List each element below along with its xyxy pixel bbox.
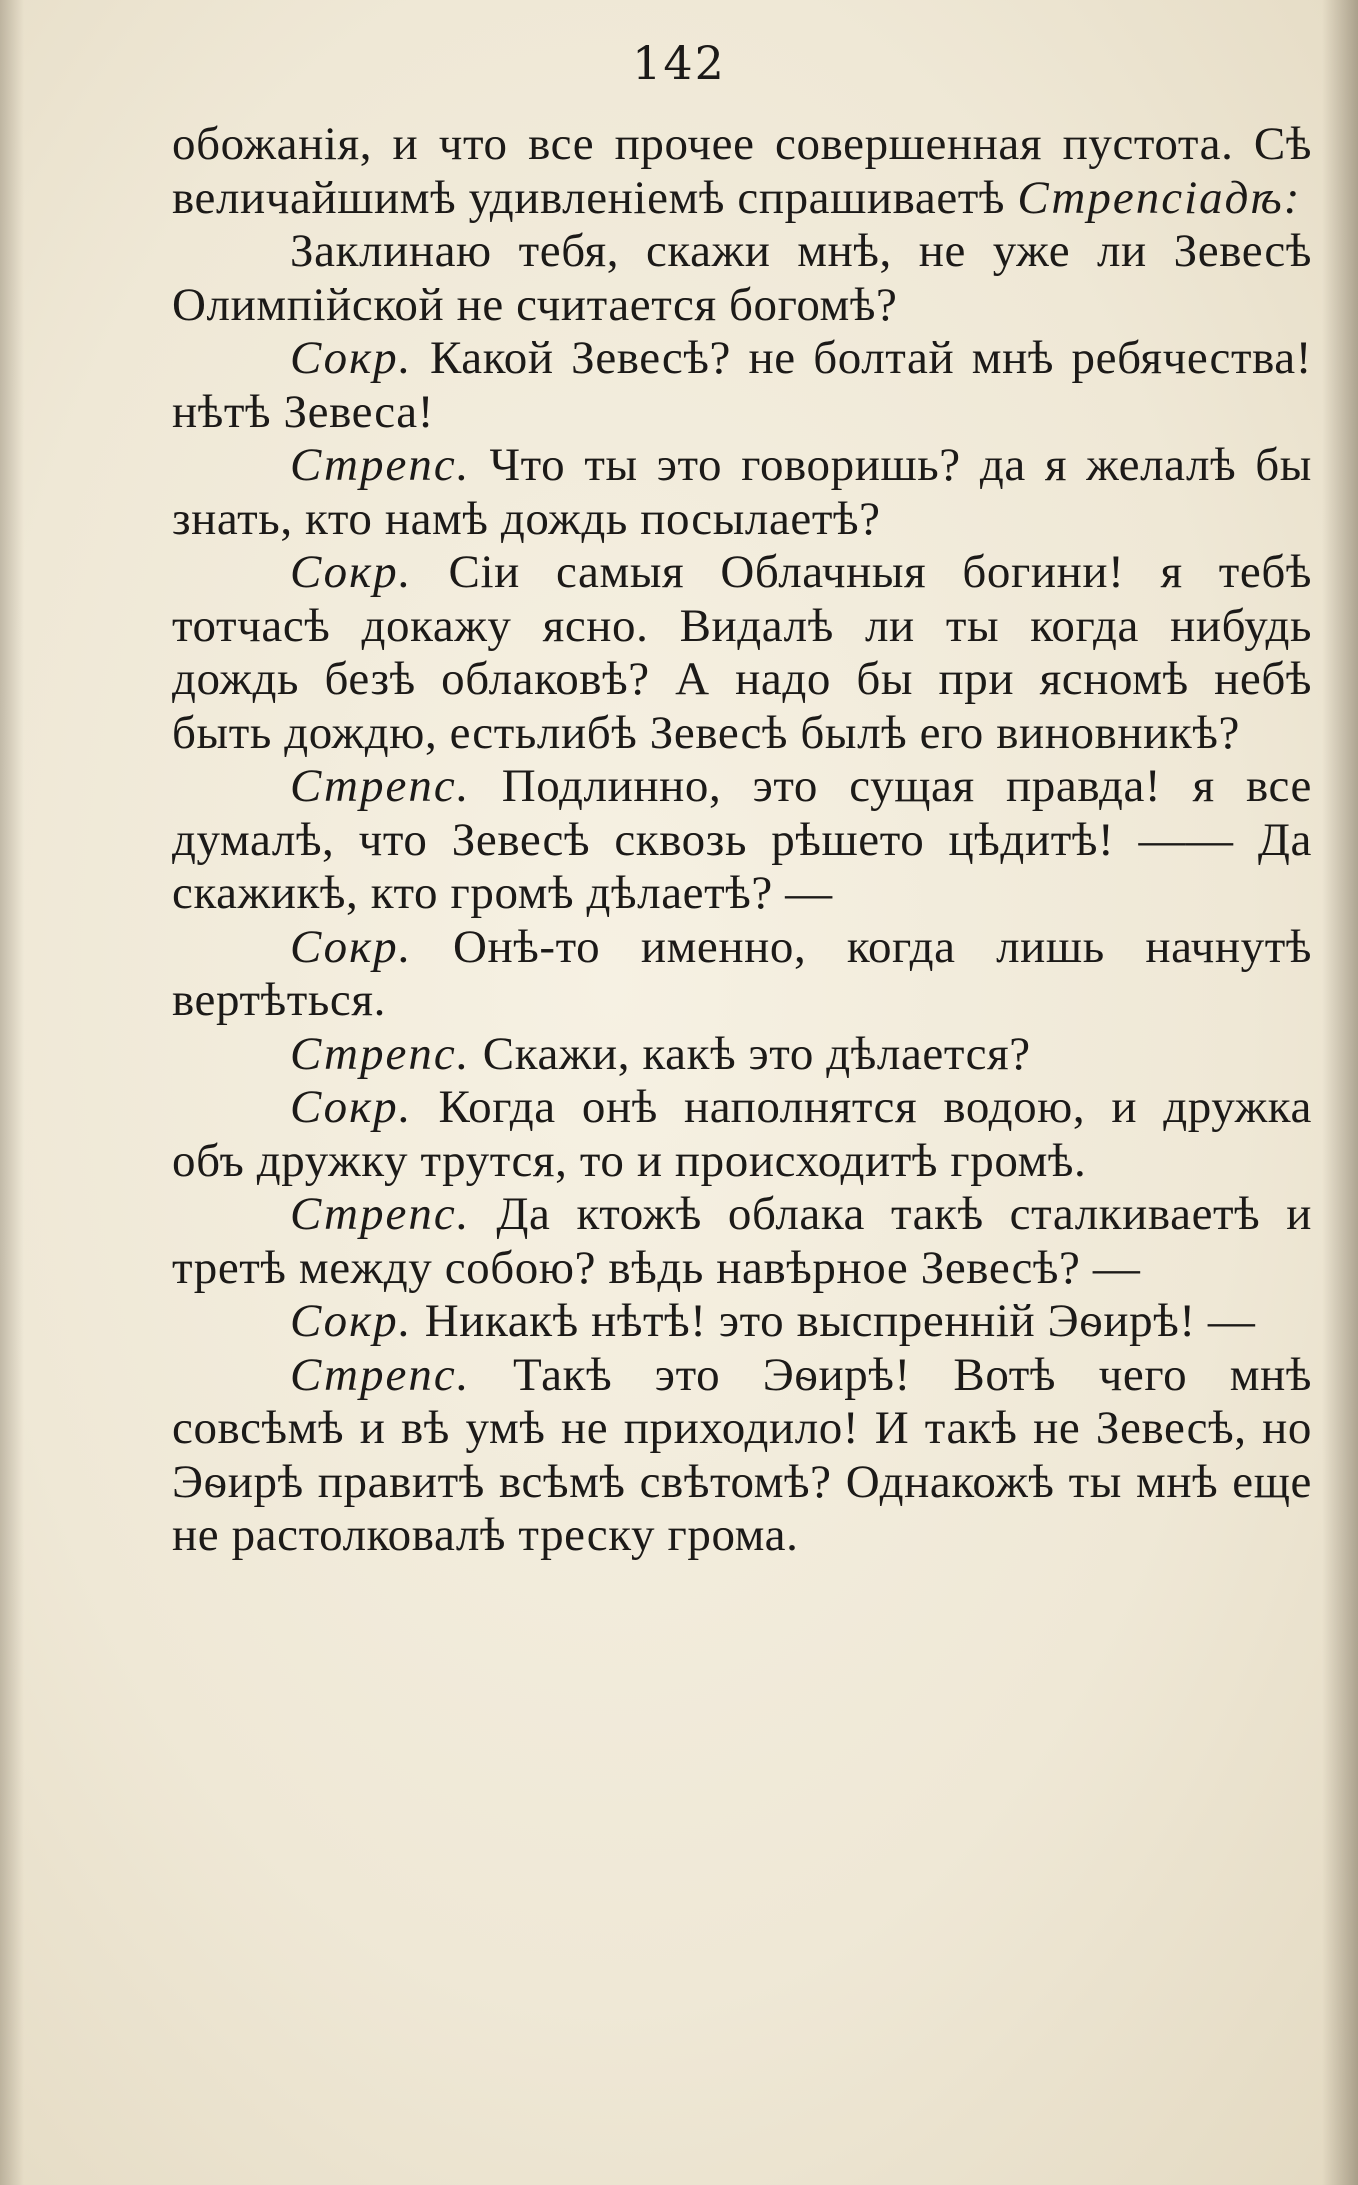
speaker-name: Стрепсіадѣ:	[1017, 171, 1302, 224]
paragraph-text: Сіи самыя Облачныя богини! я тебѣ тотчасѣ докажу ясно. Видалѣ ли ты когда нибудь дождь безѣ облаковѣ? А надо бы при ясномѣ небѣ быть дождю, естьлибѣ Зевесѣ былѣ его виновникѣ?	[172, 546, 1312, 759]
speaker-name: Стрепс.	[290, 439, 471, 491]
speaker-name: Стрепс.	[290, 1188, 471, 1240]
speaker-name: Стрепс.	[290, 1348, 471, 1401]
paragraph-text: Что ты это говоришь? да я желалѣ бы знать, кто намѣ дождь посылаетѣ?	[172, 439, 1312, 545]
paragraph-1	[172, 118, 1312, 225]
paragraph-text: обожанія, и что все прочее совершенная пустота. Сѣ величайшимѣ удивленіемѣ спрашиваетѣ	[172, 118, 1312, 224]
paragraph-9	[172, 1081, 1312, 1188]
paragraph-text: Подлинно, это сущая правда! я все думалѣ, что Зевесѣ сквозь рѣшето цѣдитѣ! —— Да скажикѣ, кто громѣ дѣлаетѣ? —	[172, 760, 1312, 919]
speaker-name: Сокр.	[290, 332, 413, 384]
paragraph-12	[172, 1349, 1312, 1563]
paragraph-6	[172, 760, 1312, 921]
paragraph-text: Онѣ-то именно, когда лишь начнутѣ вертѣться.	[172, 920, 1312, 1026]
paragraph-text: Да ктожѣ облака такѣ сталкиваетѣ и третѣ между собою? вѣдь навѣрное Зевесѣ? —	[172, 1188, 1312, 1294]
paragraph-text: Такѣ это Эѳирѣ! Вотѣ чего мнѣ совсѣмѣ и вѣ умѣ не приходило! И такѣ не Зевесѣ, но Эѳирѣ правитѣ всѣмѣ свѣтомѣ? Однакожѣ ты мнѣ еще не растолковалѣ треску грома.	[172, 1348, 1312, 1561]
paragraph-text: Заклинаю тебя, скажи мнѣ, не уже ли Зевесѣ Олимпійской не считается богомѣ?	[172, 225, 1312, 331]
page-shadow-right	[1322, 0, 1358, 2185]
paragraph-4	[172, 439, 1312, 546]
paragraph-5	[172, 546, 1312, 760]
speaker-name: Сокр.	[290, 1295, 413, 1347]
paragraph-text: Никакѣ нѣтѣ! это выспренній Эѳирѣ! —	[412, 1295, 1256, 1347]
paragraph-10	[172, 1188, 1312, 1295]
speaker-name: Стрепс.	[290, 1027, 471, 1080]
paragraph-text: Скажи, какѣ это дѣлается?	[470, 1027, 1031, 1080]
paragraph-text: Какой Зевесѣ? не болтай мнѣ ребячества! нѣтѣ Зевеса!	[172, 332, 1312, 438]
paragraph-3	[172, 332, 1312, 439]
page-body	[172, 118, 1312, 1563]
paragraph-7	[172, 921, 1312, 1028]
page-number: 142	[632, 36, 726, 90]
speaker-name: Сокр.	[290, 546, 413, 598]
page-shadow-left	[0, 0, 24, 2185]
speaker-name: Стрепс.	[290, 760, 471, 812]
speaker-name: Сокр.	[290, 920, 413, 973]
paragraph-text: Когда онѣ наполнятся водою, и дружка объ дружку трутся, то и происходитѣ громѣ.	[172, 1081, 1312, 1187]
paragraph-11	[172, 1295, 1312, 1349]
speaker-name: Сокр.	[290, 1081, 413, 1133]
paragraph-8	[172, 1028, 1312, 1082]
paragraph-2	[172, 225, 1312, 332]
